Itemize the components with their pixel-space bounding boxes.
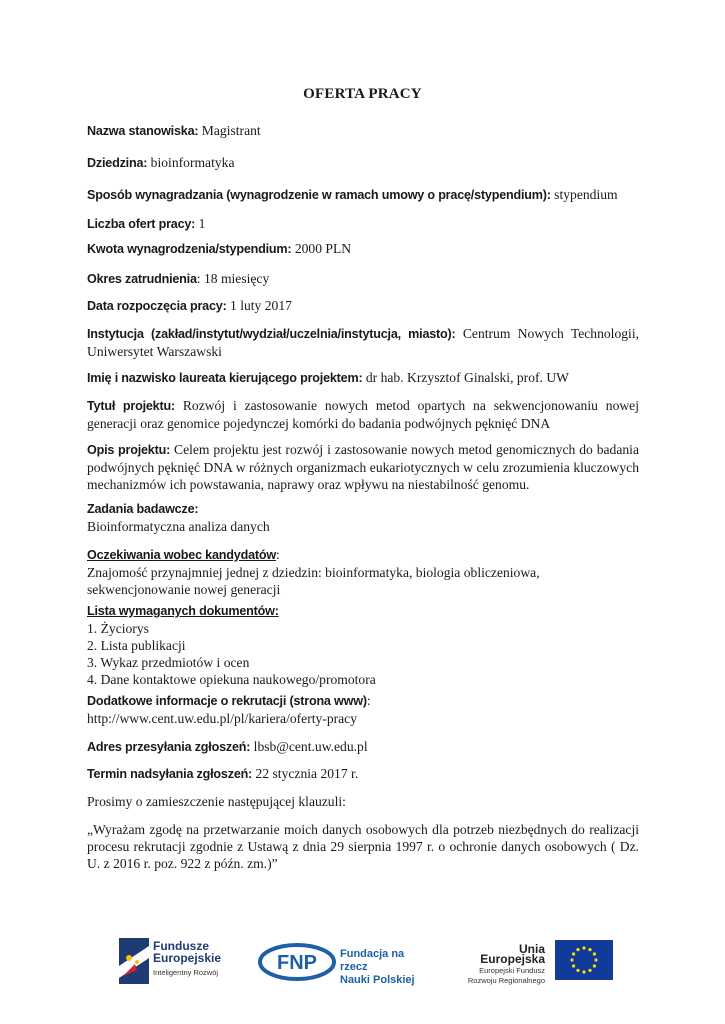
field-label: Opis projektu:: [87, 443, 171, 457]
list-item: 1. Życiorys: [87, 621, 149, 636]
field-value: : 18 miesięcy: [196, 271, 270, 286]
field-adres: [87, 738, 639, 756]
field-label: Instytucja (zakład/instytut/wydział/uczelnia/instytucja, miasto):: [87, 327, 456, 341]
field-label: Adres przesyłania zgłoszeń:: [87, 740, 251, 754]
field-value: Bioinformatyczna analiza danych: [87, 519, 270, 534]
field-value: http://www.cent.uw.edu.pl/pl/kariera/oferty-pracy: [87, 711, 358, 726]
field-label: Data rozpoczęcia pracy:: [87, 299, 227, 313]
fnp-line2: Nauki Polskiej: [340, 974, 415, 986]
field-label: Oczekiwania wobec kandydatów: [87, 548, 276, 562]
field-kwota: [87, 240, 639, 258]
footer-logos: [0, 930, 725, 1000]
field-label: Tytuł projektu:: [87, 399, 175, 413]
fe-line3: Inteligentny Rozwój: [153, 968, 219, 977]
field-value: 2000 PLN: [291, 241, 352, 256]
field-liczba: [87, 215, 639, 233]
fe-emblem-icon: [115, 936, 151, 986]
ue-line1: Unia Europejska: [480, 942, 545, 966]
field-value: dr hab. Krzysztof Ginalski, prof. UW: [362, 370, 569, 385]
eu-flag-icon: [555, 940, 613, 980]
field-label: Nazwa stanowiska:: [87, 124, 199, 138]
list-item: 4. Dane kontaktowe opiekuna naukowego/promotora: [87, 672, 376, 687]
field-instytucja: [87, 325, 639, 360]
field-label: Termin nadsyłania zgłoszeń:: [87, 767, 253, 781]
field-value: 1: [195, 216, 206, 231]
fe-line2: Europejskie: [153, 951, 222, 965]
field-label: Dodatkowe informacje o rekrutacji (strona www): [87, 694, 367, 708]
field-label: Okres zatrudnienia: [87, 272, 197, 286]
eu-stars-icon: [555, 940, 613, 980]
field-label: Imię i nazwisko laureata kierującego projektem:: [87, 371, 363, 385]
prosimy-text: Prosimy o zamieszczenie następującej klauzuli:: [87, 794, 346, 809]
field-termin: [87, 765, 639, 783]
field-dodatkowe: [87, 692, 639, 727]
fnp-logo: [258, 930, 428, 990]
fnp-line1: Fundacja na rzecz: [340, 948, 405, 973]
field-zadania: [87, 501, 639, 535]
ue-text: [453, 944, 545, 986]
field-stanowisko: [87, 122, 639, 140]
list-item: 3. Wykaz przedmiotów i ocen: [87, 655, 250, 670]
field-laureat: [87, 369, 639, 387]
field-value: Rozwój i zastosowanie nowych metod opartych na sekwencjonowaniu nowej generacji oraz genomice pojedynczej komórki do badania podwójnych pęknięć DNA: [87, 398, 639, 431]
field-label: Sposób wynagradzania (wynagrodzenie w ramach umowy o pracę/stypendium):: [87, 188, 551, 202]
field-value: bioinformatyka: [147, 155, 235, 170]
field-label: Lista wymaganych dokumentów:: [87, 604, 279, 618]
field-okres: [87, 270, 639, 288]
ue-line2: Europejski Fundusz: [479, 966, 545, 975]
unia-europejska-logo: [453, 930, 613, 990]
fnp-text: [340, 948, 428, 987]
field-label: Liczba ofert pracy:: [87, 217, 196, 231]
field-oczekiwania: [87, 546, 639, 598]
list-item: 2. Lista publikacji: [87, 638, 186, 653]
field-value: Centrum Nowych Technologii, Uniwersytet Warszawski: [87, 326, 639, 359]
field-value: 22 stycznia 2017 r.: [252, 766, 359, 781]
field-dokumenty: [87, 603, 639, 688]
fe-line1: Fundusze: [153, 939, 209, 953]
page-title: OFERTA PRACY: [303, 86, 422, 102]
fnp-emblem-icon: [258, 942, 336, 982]
fundusze-europejskie-logo: [115, 930, 245, 990]
ue-line3: Rozwoju Regionalnego: [467, 976, 545, 985]
field-label: Zadania badawcze:: [87, 502, 199, 516]
fe-text: [153, 940, 221, 979]
field-colon: :: [366, 693, 371, 708]
field-value: Znajomość przynajmniej jednej z dziedzin: bioinformatyka, biologia obliczeniowa, sekwencjonowanie nowej generacji: [87, 565, 540, 597]
field-label: Kwota wynagrodzenia/stypendium:: [87, 242, 292, 256]
field-sposob: [87, 186, 639, 204]
field-value: Celem projektu jest rozwój i zastosowanie nowych metod genomicznych do badania podwójnych pęknięć DNA w różnych organizmach eukariotycznych w celu zrozumienia kluczowych mechanizmów ich powstawania, naprawy oraz wpływu na niestabilność genomu.: [87, 442, 639, 492]
field-value: lbsb@cent.uw.edu.pl: [250, 739, 368, 754]
field-data: [87, 297, 639, 315]
fnp-abbr: FNP: [277, 952, 317, 974]
field-tytul: [87, 397, 639, 432]
field-value: Magistrant: [198, 123, 261, 138]
field-value: stypendium: [550, 187, 618, 202]
consent-clause: „Wyrażam zgodę na przetwarzanie moich danych osobowych dla potrzeb niezbędnych do realizacji procesu rekrutacji zgodnie z Ustawą z dnia 29 sierpnia 1997 r. o ochronie danych osobowych ( Dz. U. z 2016 r. poz. 922 z późn. zm.)”: [87, 822, 639, 871]
field-colon: :: [275, 547, 280, 562]
field-dziedzina: [87, 154, 639, 172]
field-opis: [87, 441, 639, 493]
field-label: Dziedzina:: [87, 156, 148, 170]
documents-list: [87, 620, 639, 688]
field-value: 1 luty 2017: [226, 298, 292, 313]
